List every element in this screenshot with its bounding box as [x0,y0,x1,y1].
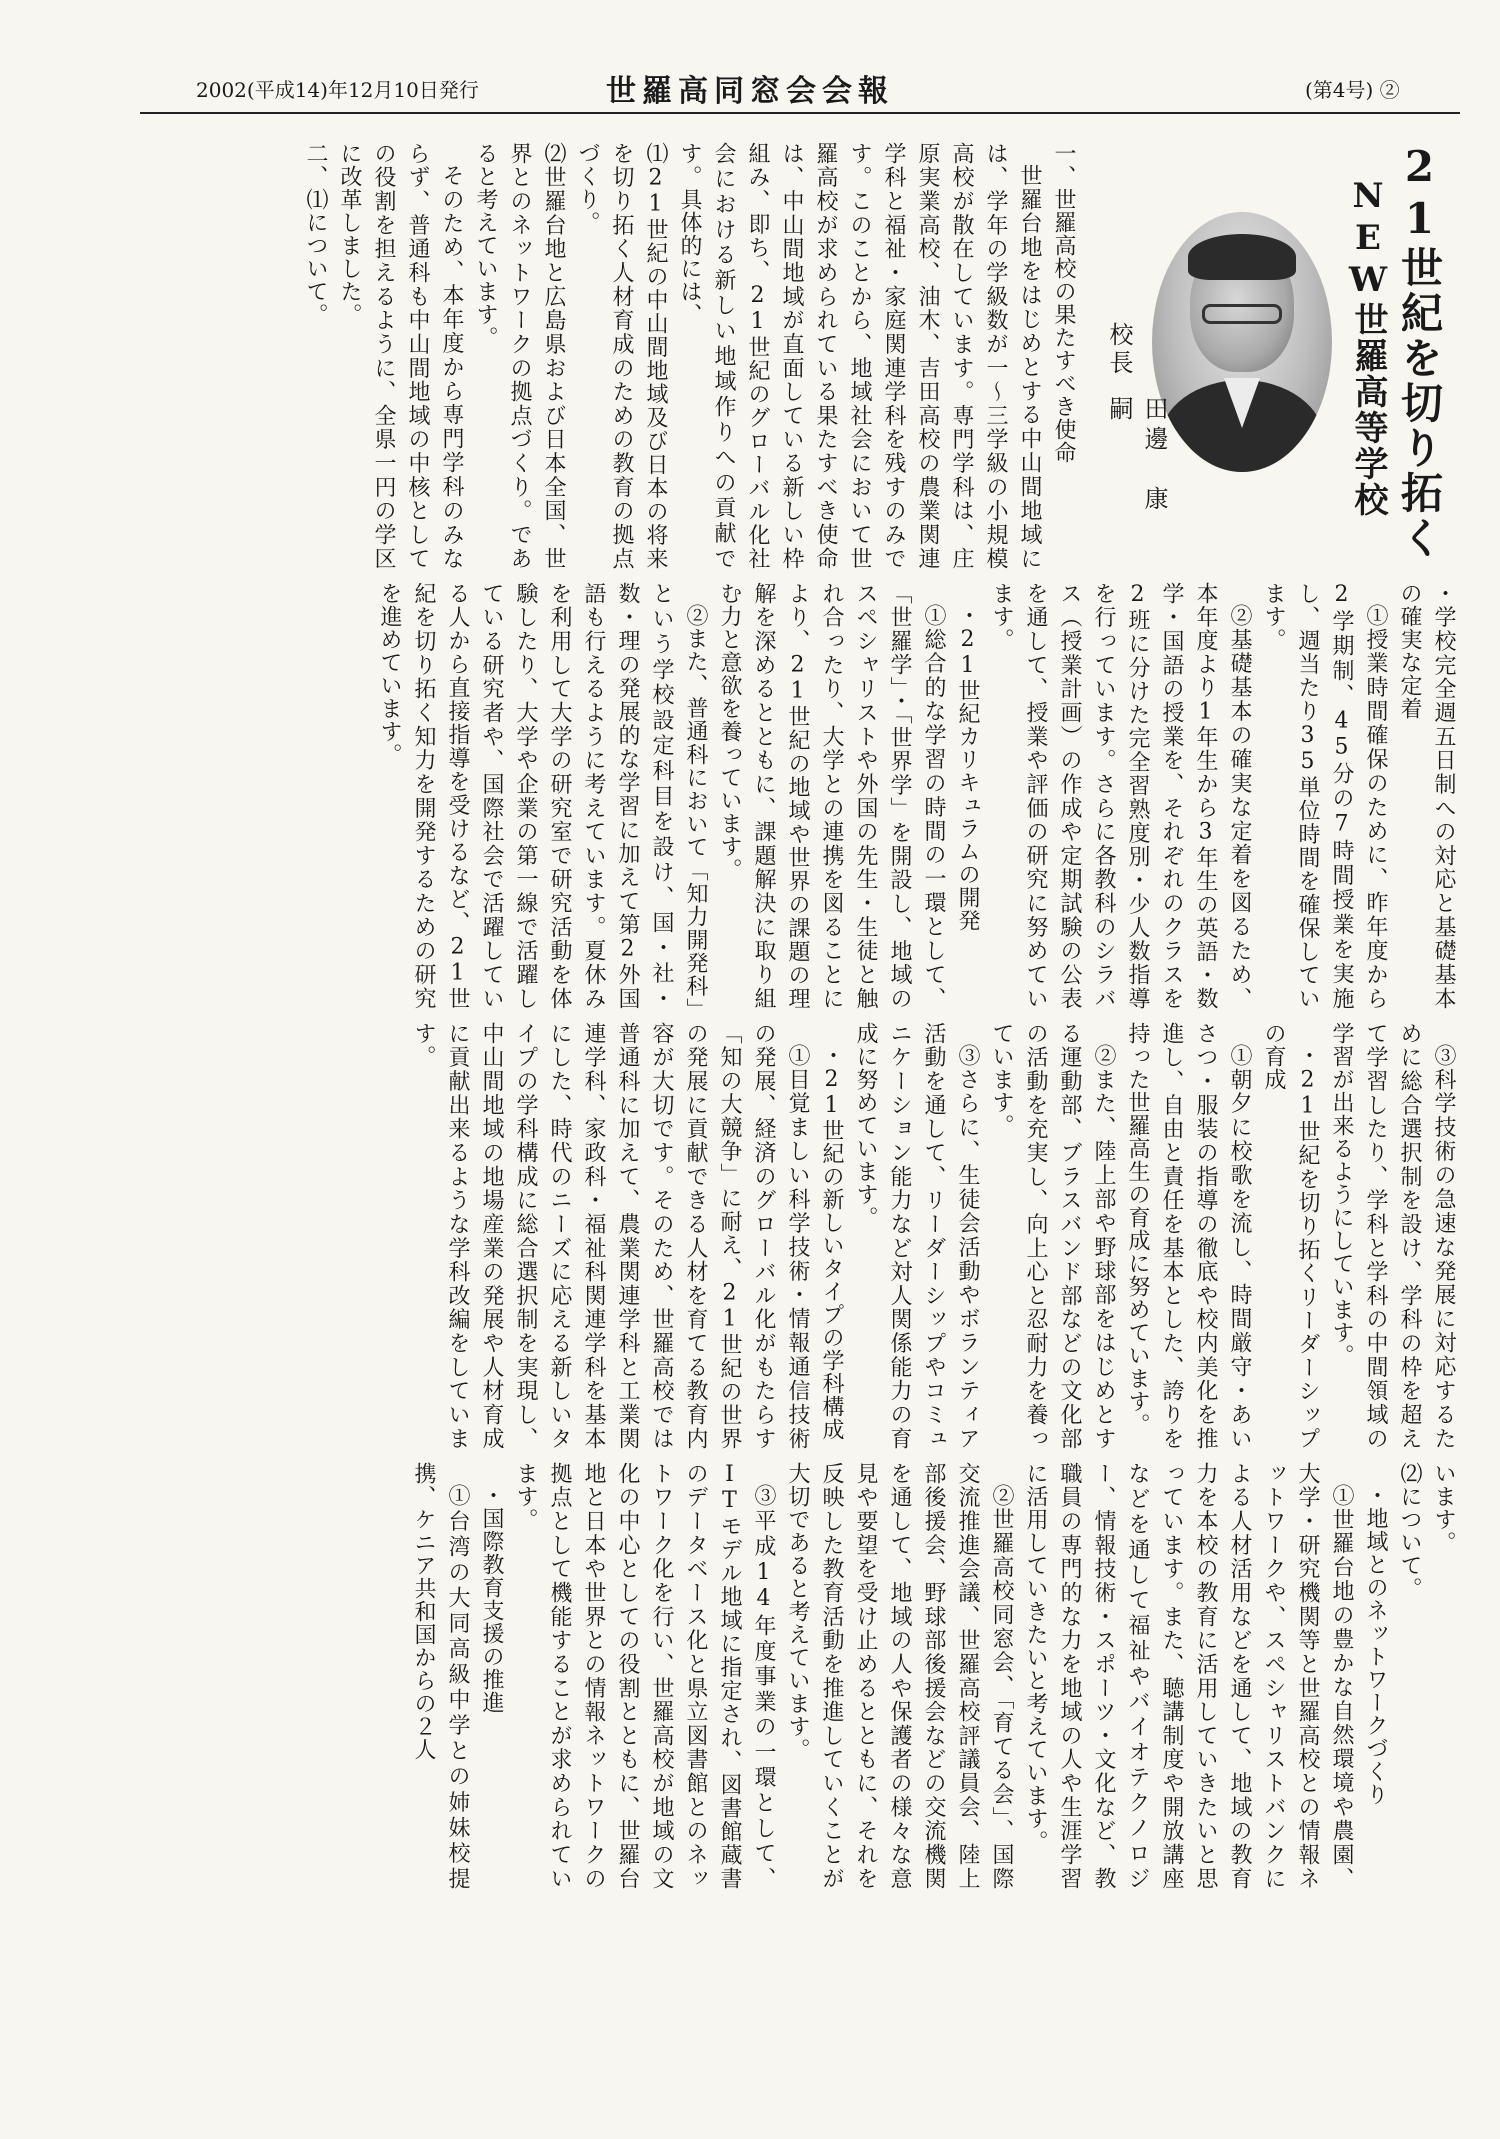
section-heading: 二、⑴について。 [303,142,328,326]
paragraph: ③科学技術の急速な発展に対応するために総合選択制を設け、学科の枠を超えて学習したり、学科と学科の中間領域の学習が出来るようにしています。 [1329,1022,1456,1450]
article-top-row [140,142,1080,570]
newsletter-title: 世羅高同窓会会報 [606,74,894,109]
paragraph: ・国際教育支援の推進 [479,1484,504,1714]
paragraph: ②基礎基本の確実な定着を図るため、本年度より1年生から3年生の英語・数学・国語の授業を、それぞれのクラスを2班に分けた完全習熟度別・少人数指導を行っています。さらに各教科のシラバス（授業計画）の作成や定期試験の公表を通して、授業や評価の研究に努めています。 [989,582,1252,1010]
article-headline-main: 21世紀を切り拓く [1395,142,1444,561]
paragraph: ①目覚ましい科学技術・情報通信技術の発展、経済のグローバル化がもたらす「知の大競争」に耐え、21世紀の世界の発展に貢献できる人材を育てる教育内容が大切です。そのため、世羅高校では普通科に加えて、農業関連学科と工業関連学科、家政科・福祉科関連学科を基本にした、時代のニーズに応える新しいタイプの学科構成に総合選択制を実現し、中山間地域の地場産業の発展や人材育成に貢献出来るような学科改編をしています。 [411,1022,810,1450]
paragraph: ・地域とのネットワークづくり [1363,1484,1388,1806]
article-row-3 [140,1022,1460,1450]
paragraph: そのため、本年度から専門学科のみならず、普通科も中山間地域の中核としての役割を担えるように、全県一円の学区に改革しました。 [337,142,464,570]
paragraph: ①台湾の大同高級中学との姉妹校提携、ケニア共和国からの２人 [411,1462,470,1890]
paragraph: 世羅台地をはじめとする中山間地域には、学年の学級数が一～三学級の小規模高校が散在しています。専門学科は、庄原実業高校、油木、吉田高校の農業関連学科と福祉・家庭関連学科を残すのみです。このことから、地域社会において世羅高校が求められている果たすべき使命は、中山間地域が直面している新しい枠組み、即ち、21世紀のグローバル化社会における新しい地域作りへの貢献です。具体的には、 [677,142,1042,570]
paragraph: ②世羅高校同窓会、「育てる会」、国際交流推進会議、世羅高校評議員会、陸上部後援会、野球部後援会などの交流機関を通して、地域の人や保護者の様々な意見や要望を受け止めるとともに、それを反映した教育活動を推進していくことが大切であると考えています。 [785,1462,1014,1890]
paragraph: ③平成14年度事業の一環として、ITモデル地域に指定され、図書館蔵書のデータベース化と県立図書館とのネットワーク化を行い、世羅高校が地域の文化の中心としての役割とともに、世羅台地と日本や世界との情報ネットワークの拠点として機能することが求められています。 [513,1462,776,1890]
paragraph: ⑴21世紀の中山間地域及び日本の将来を切り拓く人材育成のための教育の拠点づくり。 [575,142,668,570]
issue-number: (第4号) ② [1305,78,1400,102]
article-row-4 [140,1462,1460,1890]
paragraph: ・21世紀を切り拓くリーダーシップの育成 [1261,1022,1320,1450]
principal-photo [1152,212,1332,472]
paragraph: ・学校完全週五日制への対応と基礎基本の確実な定着 [1397,582,1456,1010]
paragraph: ②また、陸上部や野球部をはじめとする運動部、ブラスバンド部などの文化部の活動を充実し、向上心と忍耐力を養っています。 [989,1022,1116,1450]
article-row-2 [140,582,1460,1010]
author-name: 田邊 康嗣 [1105,396,1168,516]
paragraph: ①朝夕に校歌を流し、時間厳守・あいさつ・服装の指導の徹底や校内美化を推進し、自由と責任を基本とした、誇りを持った世羅高生の育成に努めています。 [1125,1022,1252,1450]
paragraph: ・21世紀の新しいタイプの学科構成 [819,1044,844,1441]
article-headline-sub: NEW世羅高等学校 [1348,176,1388,518]
header-rule [140,112,1460,114]
paragraph: ・21世紀カリキュラムの開発 [955,604,980,932]
paragraph: ⑵世羅台地と広島県および日本全国、世界とのネットワークの拠点づくり。であると考えています。 [473,142,566,570]
author-title: 校長 [1105,322,1133,378]
paragraph: います。 [1431,1462,1456,1554]
paragraph: ③さらに、生徒会活動やボランティア活動を通して、リーダーシップやコミュニケーション能力など対人関係能力の育成に努めています。 [853,1022,980,1450]
paragraph: ①授業時間確保のために、昨年度から2学期制、45分の7時間授業を実施し、週当たり35単位時間を確保しています。 [1261,582,1388,1010]
issue-date: 2002(平成14)年12月10日発行 [196,78,479,102]
paragraph: ⑵について。 [1397,1462,1422,1600]
paragraph: ①総合的な学習の時間の一環として、「世羅学」・「世界学」を開設し、地域のスペシャリストや外国の先生・生徒と触れ合ったり、大学との連携を図ることにより、21世紀の地域や世界の課題の理解を深めるとともに、課題解決に取り組む力と意欲を養っています。 [717,582,946,1010]
page-header [0,66,1500,109]
paragraph: ②また、普通科において「知力開発科」という学校設定科目を設け、国・社・数・理の発展的な学習に加えて第2外国語も行えるように考えています。夏休みを利用して大学の研究室で研究活動を体験したり、大学や企業の第一線で活躍している研究者や、国際社会で活躍している人から直接指導を受けるなど、21世紀を切り拓く知力を開発するための研究を進めています。 [377,582,708,1010]
paragraph: ①世羅台地の豊かな自然環境や農園、大学・研究機関等と世羅高校との情報ネットワークや、スペシャリストバンクによる人材活用などを通して、地域の教育力を本校の教育に活用していきたいと思っています。また、聴講制度や開放講座などを通して福祉やバイオテクノロジー、情報技術・スポーツ・文化など、教職員の専門的な力を地域の人や生涯学習に活用していきたいと考えています。 [1023,1462,1354,1890]
section-heading: 一、世羅高校の果たすべき使命 [1051,142,1076,464]
ad-otemon [150,1948,772,2128]
